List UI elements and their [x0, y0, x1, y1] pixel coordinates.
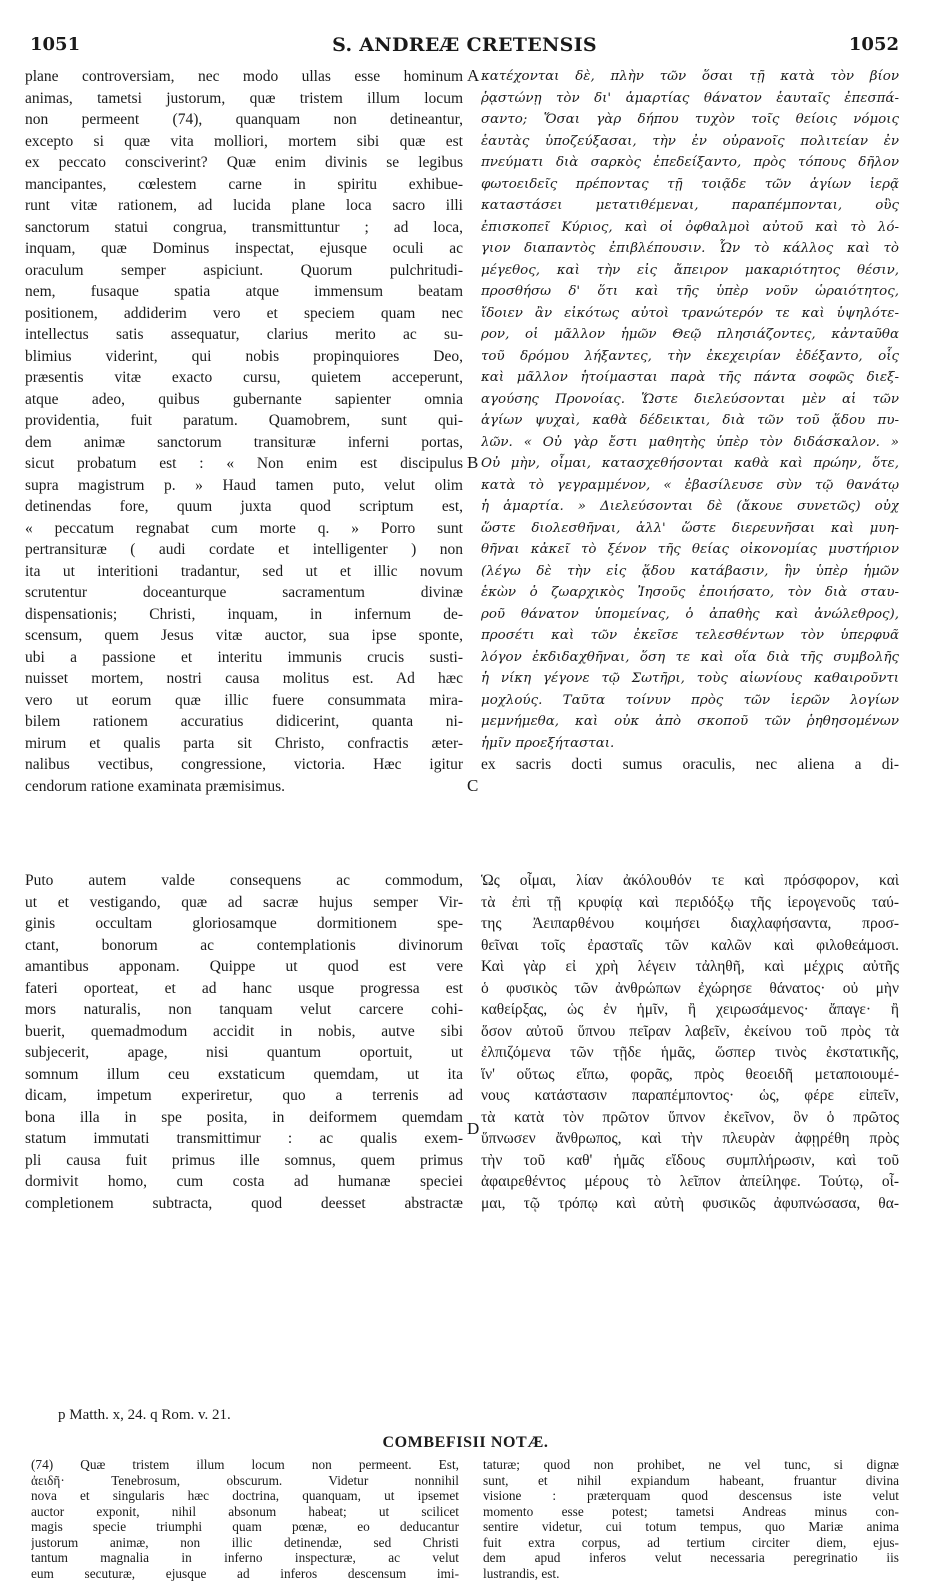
text-line: intellectus satis assequatur, clarius merito ac su- — [25, 324, 463, 346]
text-line: ubi a passione et interitu immunis crucis susti- — [25, 647, 463, 669]
note-line: taturæ; quod non prohibet, ne vel tunc, si dignæ — [483, 1457, 899, 1473]
note-line: fuit extra corpus, ad tertium circiter diem, ejus- — [483, 1535, 899, 1551]
text-line: ἐλπιζόμενα τῶν τῇδε ἡμᾶς, ὥσπερ τινὸς ἐκστατικῆς, — [481, 1042, 899, 1064]
note-line: auctor exponit, nihil absonum habeat; ut scilicet — [31, 1504, 459, 1520]
text-line: positionem, addiderim vero et speciem quam nec — [25, 303, 463, 325]
text-line: νους κατάστασιν παραπέμποντος· ὡς, φέρε εἰπεῖν, — [481, 1085, 899, 1107]
text-line: plane controversiam, nec modo ullas esse hominum — [25, 66, 463, 88]
note-line: (74) Quæ tristem illum locum non permeent. Est, — [31, 1457, 459, 1473]
text-line: mirum et qualis parta sit Christo, confractis æter- — [25, 733, 463, 755]
running-title: S. ANDREÆ CRETENSIS — [30, 34, 899, 56]
notes-left-column — [31, 1457, 459, 1581]
text-line: ἀφαιρεθέντος μέρους τὸ λεῖπον ἀπείληφε. Τούτῳ, οἶ- — [481, 1171, 899, 1193]
text-line: detinendas fore, quum juxta quod scriptum est, — [25, 496, 463, 518]
text-line: completionem subtracta, quod deesset abstractæ — [25, 1193, 463, 1215]
note-line: magis specie triumphi quam pœnæ, eo deducantur — [31, 1519, 459, 1535]
scripture-references: p Matth. x, 24. q Rom. v. 21. — [58, 1407, 231, 1424]
margin-letter-a: A — [467, 66, 479, 86]
text-line: μέγεθος, καὶ τὴν εἰς ἄπειρον μακαριότητος θέσιν, — [481, 260, 899, 282]
margin-letter-b: B — [467, 453, 478, 473]
text-line: ex peccato consciverint? Quæ enim divinis se legibus — [25, 152, 463, 174]
text-line: nalibus vectibus, congressione, victoria. Hæc igitur — [25, 754, 463, 776]
text-line: dispensationis; Christi, inquam, in infernum de- — [25, 604, 463, 626]
notes-heading: COMBEFISII NOTÆ. — [0, 1434, 931, 1452]
note-line: ἀειδῆ· Tenebrosum, obscurum. Videtur nonnihil — [31, 1473, 459, 1489]
text-line: ex sacris docti sumus oraculis, nec aliena a di- — [481, 754, 899, 776]
text-line: inquam, quæ Dominus inspectat, ejusque oculi ac — [25, 238, 463, 260]
text-line: ctant, bonorum ac contemplationis divinorum — [25, 935, 463, 957]
text-line: nuisset mortem, nostri causa molitus est. Ad hæc — [25, 668, 463, 690]
text-line: « peccatum regnabat cum morte q. » Porro sunt — [25, 518, 463, 540]
text-line: ὕπνωσεν ἄνθρωπος, καὶ τὴν πλευρὰν ἀφῃρέθη πρὸς — [481, 1128, 899, 1150]
text-line: ἐπισκοπεῖ Κύριος, καὶ οἱ ὀφθαλμοὶ αὐτοῦ καὶ τὸ λό- — [481, 217, 899, 239]
margin-letter-c: C — [467, 776, 478, 796]
text-line: ὁ φυσικὸς τῶν ἀνθρώπων ἐχώρησε θάνατος· οὐ μὴν — [481, 978, 899, 1000]
notes-right-column — [483, 1457, 899, 1581]
text-line: καθείρξας, ὡς ἐν ἡμῖν, ἢ χειρωσάμενος· ἄπαγε· ἢ — [481, 999, 899, 1021]
text-line: ita ut interitioni tradantur, sed ut et illic novum — [25, 561, 463, 583]
text-line: bilem rationem accuratius didicerint, quanta ni- — [25, 711, 463, 733]
text-line: buerit, quemadmodum accidit in nobis, autve sibi — [25, 1021, 463, 1043]
text-line: κατέχονται δὲ, πλὴν τῶν ὅσαι τῇ κατὰ τὸν βίον — [481, 66, 899, 88]
text-line: Puto autem valde consequens ac commodum, — [25, 870, 463, 892]
note-line: dem apud inferos velut necessaria peregrinatio iis — [483, 1550, 899, 1566]
text-line: (λέγω δὲ τὴν εἰς ᾅδου κατάβασιν, ἣν ὑπὲρ ἡμῶν — [481, 561, 899, 583]
text-line: subjecerit, apage, nisi quantum oportuit, ut — [25, 1042, 463, 1064]
text-line: præsentis vitæ exacto cursu, quietem acceperunt, — [25, 367, 463, 389]
text-line: θῆναι κἀκεῖ τὸ ξένον τῆς θείας οἰκονομίας μυστήριον — [481, 539, 899, 561]
text-line: ὅσον αὐτοῦ ὕπνου πεῖραν λαβεῖν, ἐκείνου τοῦ πρὸς τὰ — [481, 1021, 899, 1043]
text-line: non permeent (74), quanquam non detineantur, — [25, 109, 463, 131]
text-line: ἵν' οὕτως εἴπω, φορᾶς, πρὸς θεοειδῆ μεταποιουμέ- — [481, 1064, 899, 1086]
text-line: mors naturalis, non tanquam velut carcere cohi- — [25, 999, 463, 1021]
note-line: tantum magnalia in inferno inspecturæ, ac velut — [31, 1550, 459, 1566]
text-line: statum immutati transmittimur : ac qualis exem- — [25, 1128, 463, 1150]
latin-paragraph-2 — [25, 870, 463, 1214]
text-line: τοῦ δρόμου λήξαντες, τὴν ἐκεχειρίαν ἐδέξαντο, οἷς — [481, 346, 899, 368]
text-line: γιον διαπαντὸς ἐπιβλέπουσιν. Ὧν τὸ κάλλος καὶ τὸ — [481, 238, 899, 260]
text-line: προσέτι καὶ τῶν ἐκεῖσε τελεσθέντων τὸν ὑπερφυᾶ — [481, 625, 899, 647]
note-line: sentire videtur, cui totum tempus, quo Mariæ anima — [483, 1519, 899, 1535]
text-line: excepto si quæ vita molliori, mortem sibi quæ est — [25, 131, 463, 153]
latin-column — [25, 66, 463, 797]
text-line: μεμνήμεθα, καὶ οὐκ ἀπὸ σκοποῦ τῶν ῥηθησομένων — [481, 711, 899, 733]
text-line: atque adeo, quibus gubernante sapienter omnia — [25, 389, 463, 411]
text-line: providentia, fuit paratum. Quamobrem, sunt qui- — [25, 410, 463, 432]
text-line: bona illa in spe posita, in deiformem quemdam — [25, 1107, 463, 1129]
text-line: oraculum semper aspiciunt. Quorum pulchritudi- — [25, 260, 463, 282]
text-line: runt vitæ rationem, ad lucida plane loca sacro illi — [25, 195, 463, 217]
text-line: ἴδοιεν ἂν εἰκότως αὐτοὶ τρανώτερόν τε καὶ ὑψηλότε- — [481, 303, 899, 325]
text-line: κατὰ τὸ γεγραμμένον, « ἐβασίλευσε σὺν τῷ θανάτῳ — [481, 475, 899, 497]
text-line: της Ἀειπαρθένου κοιμήσει διαχλαφήσαντα, προσ- — [481, 913, 899, 935]
text-line: μαι, τῷ τρόπῳ καὶ αὐτὴ φυσικῶς ἀφυπνώσασα, θα- — [481, 1193, 899, 1215]
note-line: momento esse potest; tametsi Andreas minus con- — [483, 1504, 899, 1520]
text-line: πνεύματι διὰ σαρκὸς ἐπεδείξαντο, πρὸς τόπους δῆλον — [481, 152, 899, 174]
text-line: τὰ ἐπὶ τῇ κρυφίᾳ καὶ περιδόξῳ τῆς ἱερογενοῦς ταύ- — [481, 892, 899, 914]
text-line: ut et vestigando, quæ ad sacræ hujus semper Vir- — [25, 892, 463, 914]
text-line: ρον, οἱ μᾶλλον ἡμῶν Θεῷ πλησιάζοντες, κἀνταῦθα — [481, 324, 899, 346]
text-line: blimius viderint, qui nobis propinquiores Deo, — [25, 346, 463, 368]
text-line: scrutentur doceanturque sacramentum divinæ — [25, 582, 463, 604]
text-line: mancipantes, cœlestem carne in spiritu exhibue- — [25, 174, 463, 196]
text-line: fateri oporteat, et ad hanc usque progressa est — [25, 978, 463, 1000]
text-line: cendorum ratione examinata præmisimus. — [25, 776, 463, 798]
text-line: sanctorum statui congrua, transmittuntur ; ad loca, — [25, 217, 463, 239]
text-line: μοχλούς. Ταῦτα τοίνυν πρὸς τῶν ἱερῶν λογίων — [481, 690, 899, 712]
text-line: ὥστε διολεσθῆναι, ἀλλ' ὥστε διερευνῆσαι καὶ μυη- — [481, 518, 899, 540]
text-line: ῥᾳστώνῃ τὸν δι' ἁμαρτίας θάνατον ἑαυταῖς ἐπεσπά- — [481, 88, 899, 110]
text-line: αγούσης Προνοίας. Ὥστε διελεύσονται μὲν αἱ τῶν — [481, 389, 899, 411]
note-line: visione : præterquam quod descensus iste velut — [483, 1488, 899, 1504]
note-line: sunt, et nihil expiandum habeant, fruantur divina — [483, 1473, 899, 1489]
text-line: somnum illum ceu exstaticum quemdam, ut ita — [25, 1064, 463, 1086]
text-line: ἑαυτὰς ὑποζεύξασαι, τὴν ἐν οὐρανοῖς πολιτείαν ἐν — [481, 131, 899, 153]
text-line: τὴν τοῦ καθ' ἡμᾶς εἴδους συμπλήρωσιν, καὶ τοῦ — [481, 1150, 899, 1172]
text-line: dem animæ sanctorum transituræ inferni portas, — [25, 432, 463, 454]
text-line: προσθήσω δ' ὅτι καὶ τῆς ὑπὲρ νοῦν ὡραιότητος, — [481, 281, 899, 303]
text-line: καὶ μᾶλλον ἡτοίμασται παρὰ τῆς πάντα σοφῶς διεξ- — [481, 367, 899, 389]
text-line: ἡ νίκη γέγονε τῷ Σωτῆρι, τοὺς αἰωνίους καθαιροῦντι — [481, 668, 899, 690]
text-line: φωτοειδεῖς πρέποντας τῇ τοιᾷδε τῶν ἁγίων ἱερᾷ — [481, 174, 899, 196]
greek-column — [481, 66, 899, 776]
text-line: pli causa fuit primus ille somnus, quem primus — [25, 1150, 463, 1172]
margin-letter-d: D — [467, 1119, 479, 1139]
page-number-right: 1052 — [849, 34, 899, 55]
text-line: λῶν. « Οὐ γὰρ ἔστι μαθητὴς ὑπὲρ τὸν διδάσκαλον. » — [481, 432, 899, 454]
text-line: sicut probatum est : « Non enim est discipulus — [25, 453, 463, 475]
text-line: ροῦ θάνατον ὑπομείνας, ὁ ἀπαθὴς καὶ ἀνώλεθρος), — [481, 604, 899, 626]
note-line: lustrandis, est. — [483, 1566, 899, 1581]
text-line: καταστάσει μετατιθέμεναι, παραπέμπονται, οὓς — [481, 195, 899, 217]
text-line: animas, tametsi justorum, quæ tristem illum locum — [25, 88, 463, 110]
text-line: λόγον ἐκδιδαχθῆναι, ὅση τε καὶ οἵα διὰ τῆς συμβολῆς — [481, 647, 899, 669]
text-line: supra magistrum p. » Haud tamen puto, velut olim — [25, 475, 463, 497]
greek-paragraph-2 — [481, 870, 899, 1214]
text-line: dormivit homo, cum costa ad humanæ speciei — [25, 1171, 463, 1193]
text-line: σαντο; Ὅσαι γὰρ δήπου τυχὸν τοῖς θείοις νόμοις — [481, 109, 899, 131]
text-line: ἡ ἁμαρτία. » Διελεύσονται δὲ (ἄκουε συνετῶς) οὐχ — [481, 496, 899, 518]
text-line: Καὶ γὰρ εἰ χρὴ λέγειν τἀληθῆ, καὶ μέχρις αὐτῆς — [481, 956, 899, 978]
note-line: justorum animæ, non illic detinendæ, sed Christi — [31, 1535, 459, 1551]
page-number-left: 1051 — [30, 34, 80, 55]
text-line: scensum, quem Jesus vitæ auctor, sua ipse sponte, — [25, 625, 463, 647]
text-line: ginis occultam gloriosamque dormitionem spe- — [25, 913, 463, 935]
text-line: ἡμῖν προεξήτασται. — [481, 733, 899, 755]
text-line: amantibus apponam. Quippe ut quod est vere — [25, 956, 463, 978]
text-line: θεῖναι τοῖς ἐρασταῖς τῶν καλῶν καὶ φιλοθεάμοσι. — [481, 935, 899, 957]
text-line: Οὐ μὴν, οἶμαι, κατασχεθήσονται καθὰ καὶ πρώην, ὅτε, — [481, 453, 899, 475]
text-line: Ὡς οἶμαι, λίαν ἀκόλουθόν τε καὶ πρόσφορον, καὶ — [481, 870, 899, 892]
text-line: dicam, impetum experiretur, quo a terrenis ad — [25, 1085, 463, 1107]
text-line: pertransituræ ( audi cordate et intelligenter ) non — [25, 539, 463, 561]
text-line: ἑκὼν ὁ ζωαρχικὸς Ἰησοῦς ἐποιήσατο, τὸν διὰ σταυ- — [481, 582, 899, 604]
note-line: eum secuturæ, ejusque ad inferos descensum imi- — [31, 1566, 459, 1581]
page-header — [30, 34, 899, 58]
note-line: nova et singularis hæc doctrina, quanquam, ut ipsemet — [31, 1488, 459, 1504]
text-line: vero ut eorum quæ illic fuere consummata mira- — [25, 690, 463, 712]
text-line: τὰ κατὰ τὸν πρῶτον ὕπνον ἐκεῖνον, ὃν ὁ πρῶτος — [481, 1107, 899, 1129]
text-line: ἁγίων ψυχαὶ, καθὰ δέδεικται, διὰ τῶν τοῦ ᾅδου πυ- — [481, 410, 899, 432]
text-line: nem, fusaque spatia atque immensum beatam — [25, 281, 463, 303]
